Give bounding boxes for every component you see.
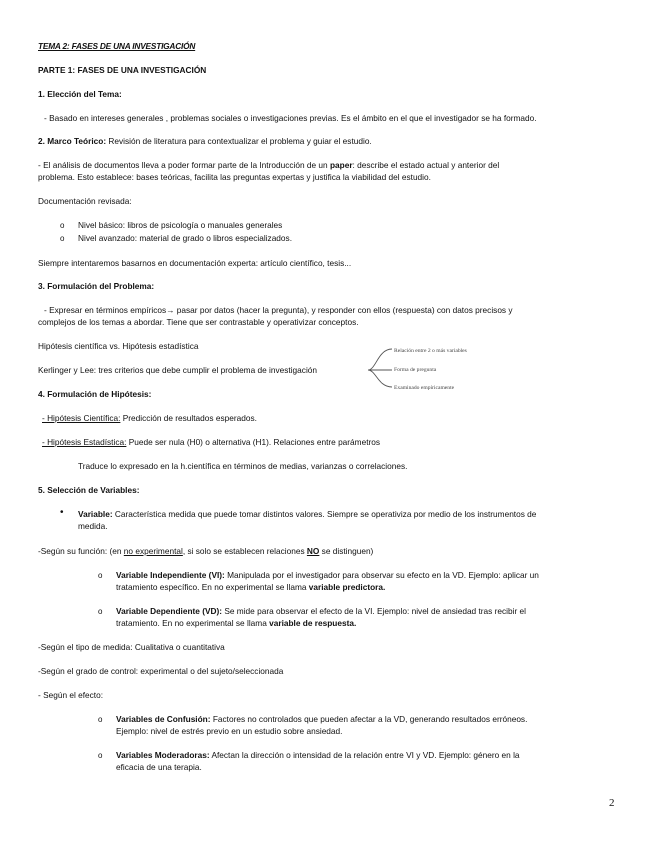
vi-label: Variable Independiente (VI):: [116, 570, 225, 580]
moderator-line-2: eficacia de una terapia.: [116, 762, 202, 772]
section-2-heading-text: Revisión de literatura para contextualizar el problema y guiar el estudio.: [106, 136, 372, 146]
response-variable-term: variable de respuesta.: [269, 618, 357, 628]
part-heading: PARTE 1: FASES DE UNA INVESTIGACIÓN: [38, 65, 207, 75]
moderator-text: Afectan la dirección o intensidad de la relación entre VI y VD. Ejemplo: género en la: [209, 750, 520, 760]
variable-definition-line-2: medida.: [78, 521, 108, 531]
moderator-line-1: [116, 749, 520, 761]
effect-criterion: - Según el efecto:: [38, 690, 104, 700]
section-1-heading: 1. Elección del Tema:: [38, 89, 122, 99]
section-2-heading-line: [38, 135, 372, 147]
hypothesis-comparison: Hipótesis científica vs. Hipótesis estadística: [38, 341, 199, 351]
function-text: se distinguen): [319, 546, 374, 556]
section-1-text: - Basado en intereses generales , problemas sociales o investigaciones previas. Es el ámbito en el que el investigador se ha formado.: [44, 113, 537, 123]
paragraph-text: - El análisis de documentos lleva a poder formar parte de la Introducción de un: [38, 160, 330, 170]
circle-bullet-icon: o: [98, 571, 103, 580]
variable-text: Característica medida que puede tomar distintos valores. Siempre se operativiza por medio de los instrumentos de: [112, 509, 537, 519]
doc-item-basic: Nivel básico: libros de psicología o manuales generales: [78, 220, 283, 230]
kerlinger-criteria: Kerlinger y Lee: tres criterios que debe cumplir el problema de investigación: [38, 365, 318, 375]
no-term: NO: [306, 546, 320, 556]
filled-bullet-icon: •: [60, 507, 64, 518]
statistical-hypothesis-text: Puede ser nula (H0) o alternativa (H1). Relaciones entre parámetros: [126, 437, 381, 447]
criteria-branch-1: Relación entre 2 o más variables: [394, 348, 467, 354]
section-2-heading: 2. Marco Teórico:: [38, 136, 107, 146]
section-2-paragraph-line-1: [38, 159, 499, 171]
circle-bullet-icon: o: [60, 234, 65, 243]
function-text: -Según su función: (en: [38, 546, 124, 556]
section-3-heading: 3. Formulación del Problema:: [38, 281, 155, 291]
vd-line-2: [116, 617, 356, 629]
document-title: TEMA 2: FASES DE UNA INVESTIGACIÓN: [38, 41, 196, 51]
vd-text: Se mide para observar el efecto de la VI. Ejemplo: nivel de ansiedad tras recibir el: [222, 606, 526, 616]
doc-item-advanced: Nivel avanzado: material de grado o libros especializados.: [78, 233, 292, 243]
circle-bullet-icon: o: [98, 715, 103, 724]
always-note: Siempre intentaremos basarnos en documentación experta: artículo científico, tesis...: [38, 258, 352, 268]
function-criterion: [38, 545, 373, 557]
control-criterion: -Según el grado de control: experimental o del sujeto/seleccionada: [38, 666, 284, 676]
page-number: 2: [609, 797, 615, 809]
non-experimental-term: no experimental: [123, 546, 183, 556]
section-3-line-1: - Expresar en términos empíricos→ pasar por datos (hacer la pregunta), y responder con ellos (respuesta) con datos precisos y: [44, 305, 513, 315]
predictor-variable-term: variable predictora.: [308, 582, 386, 592]
vi-text: Manipulada por el investigador para observar su efecto en la VD. Ejemplo: aplicar un: [224, 570, 539, 580]
translation-note: Traduce lo expresado en la h.científica en términos de medias, varianzas o correlaciones.: [78, 461, 408, 471]
statistical-hypothesis-label: - Hipótesis Estadística:: [42, 437, 127, 447]
function-text: , si solo se establecen relaciones: [182, 546, 307, 556]
confounding-line-2: Ejemplo: nivel de estrés previo en un estudio sobre ansiedad.: [116, 726, 343, 736]
paper-term: paper: [329, 160, 353, 170]
vd-label: Variable Dependiente (VD):: [116, 606, 223, 616]
section-2-paragraph-line-2: problema. Esto establece: bases teóricas, facilita las preguntas expertas y justifica la viabilidad del estudio.: [38, 172, 431, 182]
circle-bullet-icon: o: [60, 221, 65, 230]
section-4-heading: 4. Formulación de Hipótesis:: [38, 389, 152, 399]
statistical-hypothesis-line: [42, 436, 380, 448]
circle-bullet-icon: o: [98, 751, 103, 760]
criteria-branch-2: Forma de pregunta: [394, 367, 437, 373]
scientific-hypothesis-line: [42, 412, 257, 424]
documentation-label: Documentación revisada:: [38, 196, 132, 206]
vd-line-1: [116, 605, 526, 617]
vi-line-1: [116, 569, 539, 581]
moderator-label: Variables Moderadoras:: [116, 750, 210, 760]
scientific-hypothesis-text: Predicción de resultados esperados.: [120, 413, 257, 423]
scientific-hypothesis-label: - Hipótesis Científica:: [42, 413, 121, 423]
paragraph-text: : describe el estado actual y anterior del: [352, 160, 500, 170]
vi-line-2: [116, 581, 385, 593]
circle-bullet-icon: o: [98, 607, 103, 616]
confounding-line-1: [116, 713, 527, 725]
vd-text-2: tratamiento. En no experimental se llama: [116, 618, 270, 628]
variable-definition-line-1: [78, 508, 536, 520]
measure-criterion: -Según el tipo de medida: Cualitativa o cuantitativa: [38, 642, 225, 652]
section-3-line-2: complejos de los temas a abordar. Tiene que ser contrastable y operativizar conceptos.: [38, 317, 359, 327]
criteria-brace-icon: [366, 343, 396, 389]
confounding-label: Variables de Confusión:: [116, 714, 211, 724]
criteria-branch-3: Examinado empíricamente: [394, 385, 455, 391]
variable-label: Variable:: [78, 509, 113, 519]
confounding-text: Factores no controlados que pueden afectar a la VD, generando resultados erróneos.: [210, 714, 528, 724]
section-5-heading: 5. Selección de Variables:: [38, 485, 140, 495]
vi-text-2: tratamiento específico. En no experimental se llama: [116, 582, 309, 592]
